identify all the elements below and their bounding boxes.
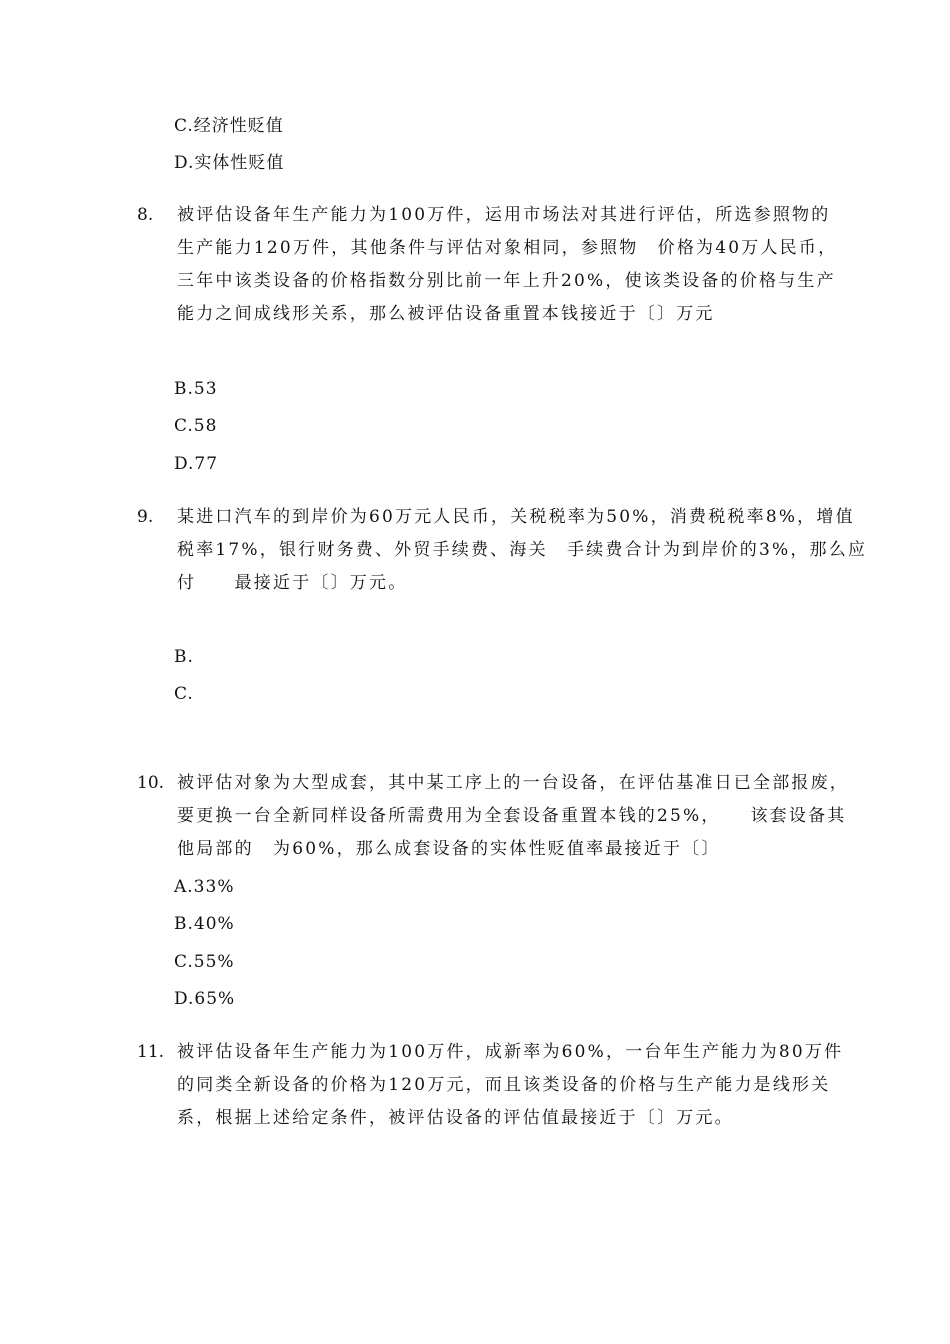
question-9-line-2: 税率17%，银行财务费、外贸手续费、海关 手续费合计为到岸价的3%，那么应 (177, 540, 868, 560)
question-8-line-1: 被评估设备年生产能力为100万件，运用市场法对其进行评估，所选参照物的 (177, 205, 831, 225)
question-8-option-c: C.58 (174, 416, 218, 436)
question-10-line-1: 被评估对象为大型成套，其中某工序上的一台设备，在评估基准日已全部报废， (177, 773, 849, 793)
question-8-line-2: 生产能力120万件，其他条件与评估对象相同，参照物 价格为40万人民币， (177, 238, 838, 258)
question-9-option-c: C. (174, 684, 194, 704)
question-8-line-4: 能力之间成线形关系，那么被评估设备重置本钱接近于〔〕万元 (177, 304, 715, 324)
question-10-option-c: C.55% (174, 952, 235, 972)
option-c-economic-depreciation: C.经济性贬值 (174, 116, 284, 136)
question-9-option-b: B. (174, 647, 194, 667)
question-11-line-2: 的同类全新设备的价格为120万元，而且该类设备的价格与生产能力是线形关 (177, 1075, 831, 1095)
option-d-physical-depreciation: D.实体性贬值 (174, 153, 285, 173)
question-9-number: 9. (137, 507, 154, 527)
question-9-line-1: 某进口汽车的到岸价为60万元人民币，关税税率为50%，消费税税率8%，增值 (177, 507, 855, 527)
question-8-option-b: B.53 (174, 379, 218, 399)
question-10-option-a: A.33% (174, 877, 235, 897)
question-8-number: 8. (137, 205, 154, 225)
question-10-option-b: B.40% (174, 914, 235, 934)
question-8-option-d: D.77 (174, 454, 219, 474)
question-9-line-3: 付 最接近于〔〕万元。 (177, 573, 408, 593)
question-10-option-d: D.65% (174, 989, 236, 1009)
question-11-line-1: 被评估设备年生产能力为100万件，成新率为60%，一台年生产能力为80万件 (177, 1042, 844, 1062)
question-10-line-3: 他局部的 为60%，那么成套设备的实体性贬值率最接近于〔〕 (177, 839, 721, 859)
question-11-number: 11. (137, 1042, 165, 1062)
question-11-line-3: 系，根据上述给定条件，被评估设备的评估值最接近于〔〕万元。 (177, 1108, 734, 1128)
question-10-number: 10. (137, 773, 165, 793)
question-8-line-3: 三年中该类设备的价格指数分别比前一年上升20%，使该类设备的价格与生产 (177, 271, 836, 291)
question-10-line-2: 要更换一台全新同样设备所需费用为全套设备重置本钱的25%， 该套设备其 (177, 806, 847, 826)
